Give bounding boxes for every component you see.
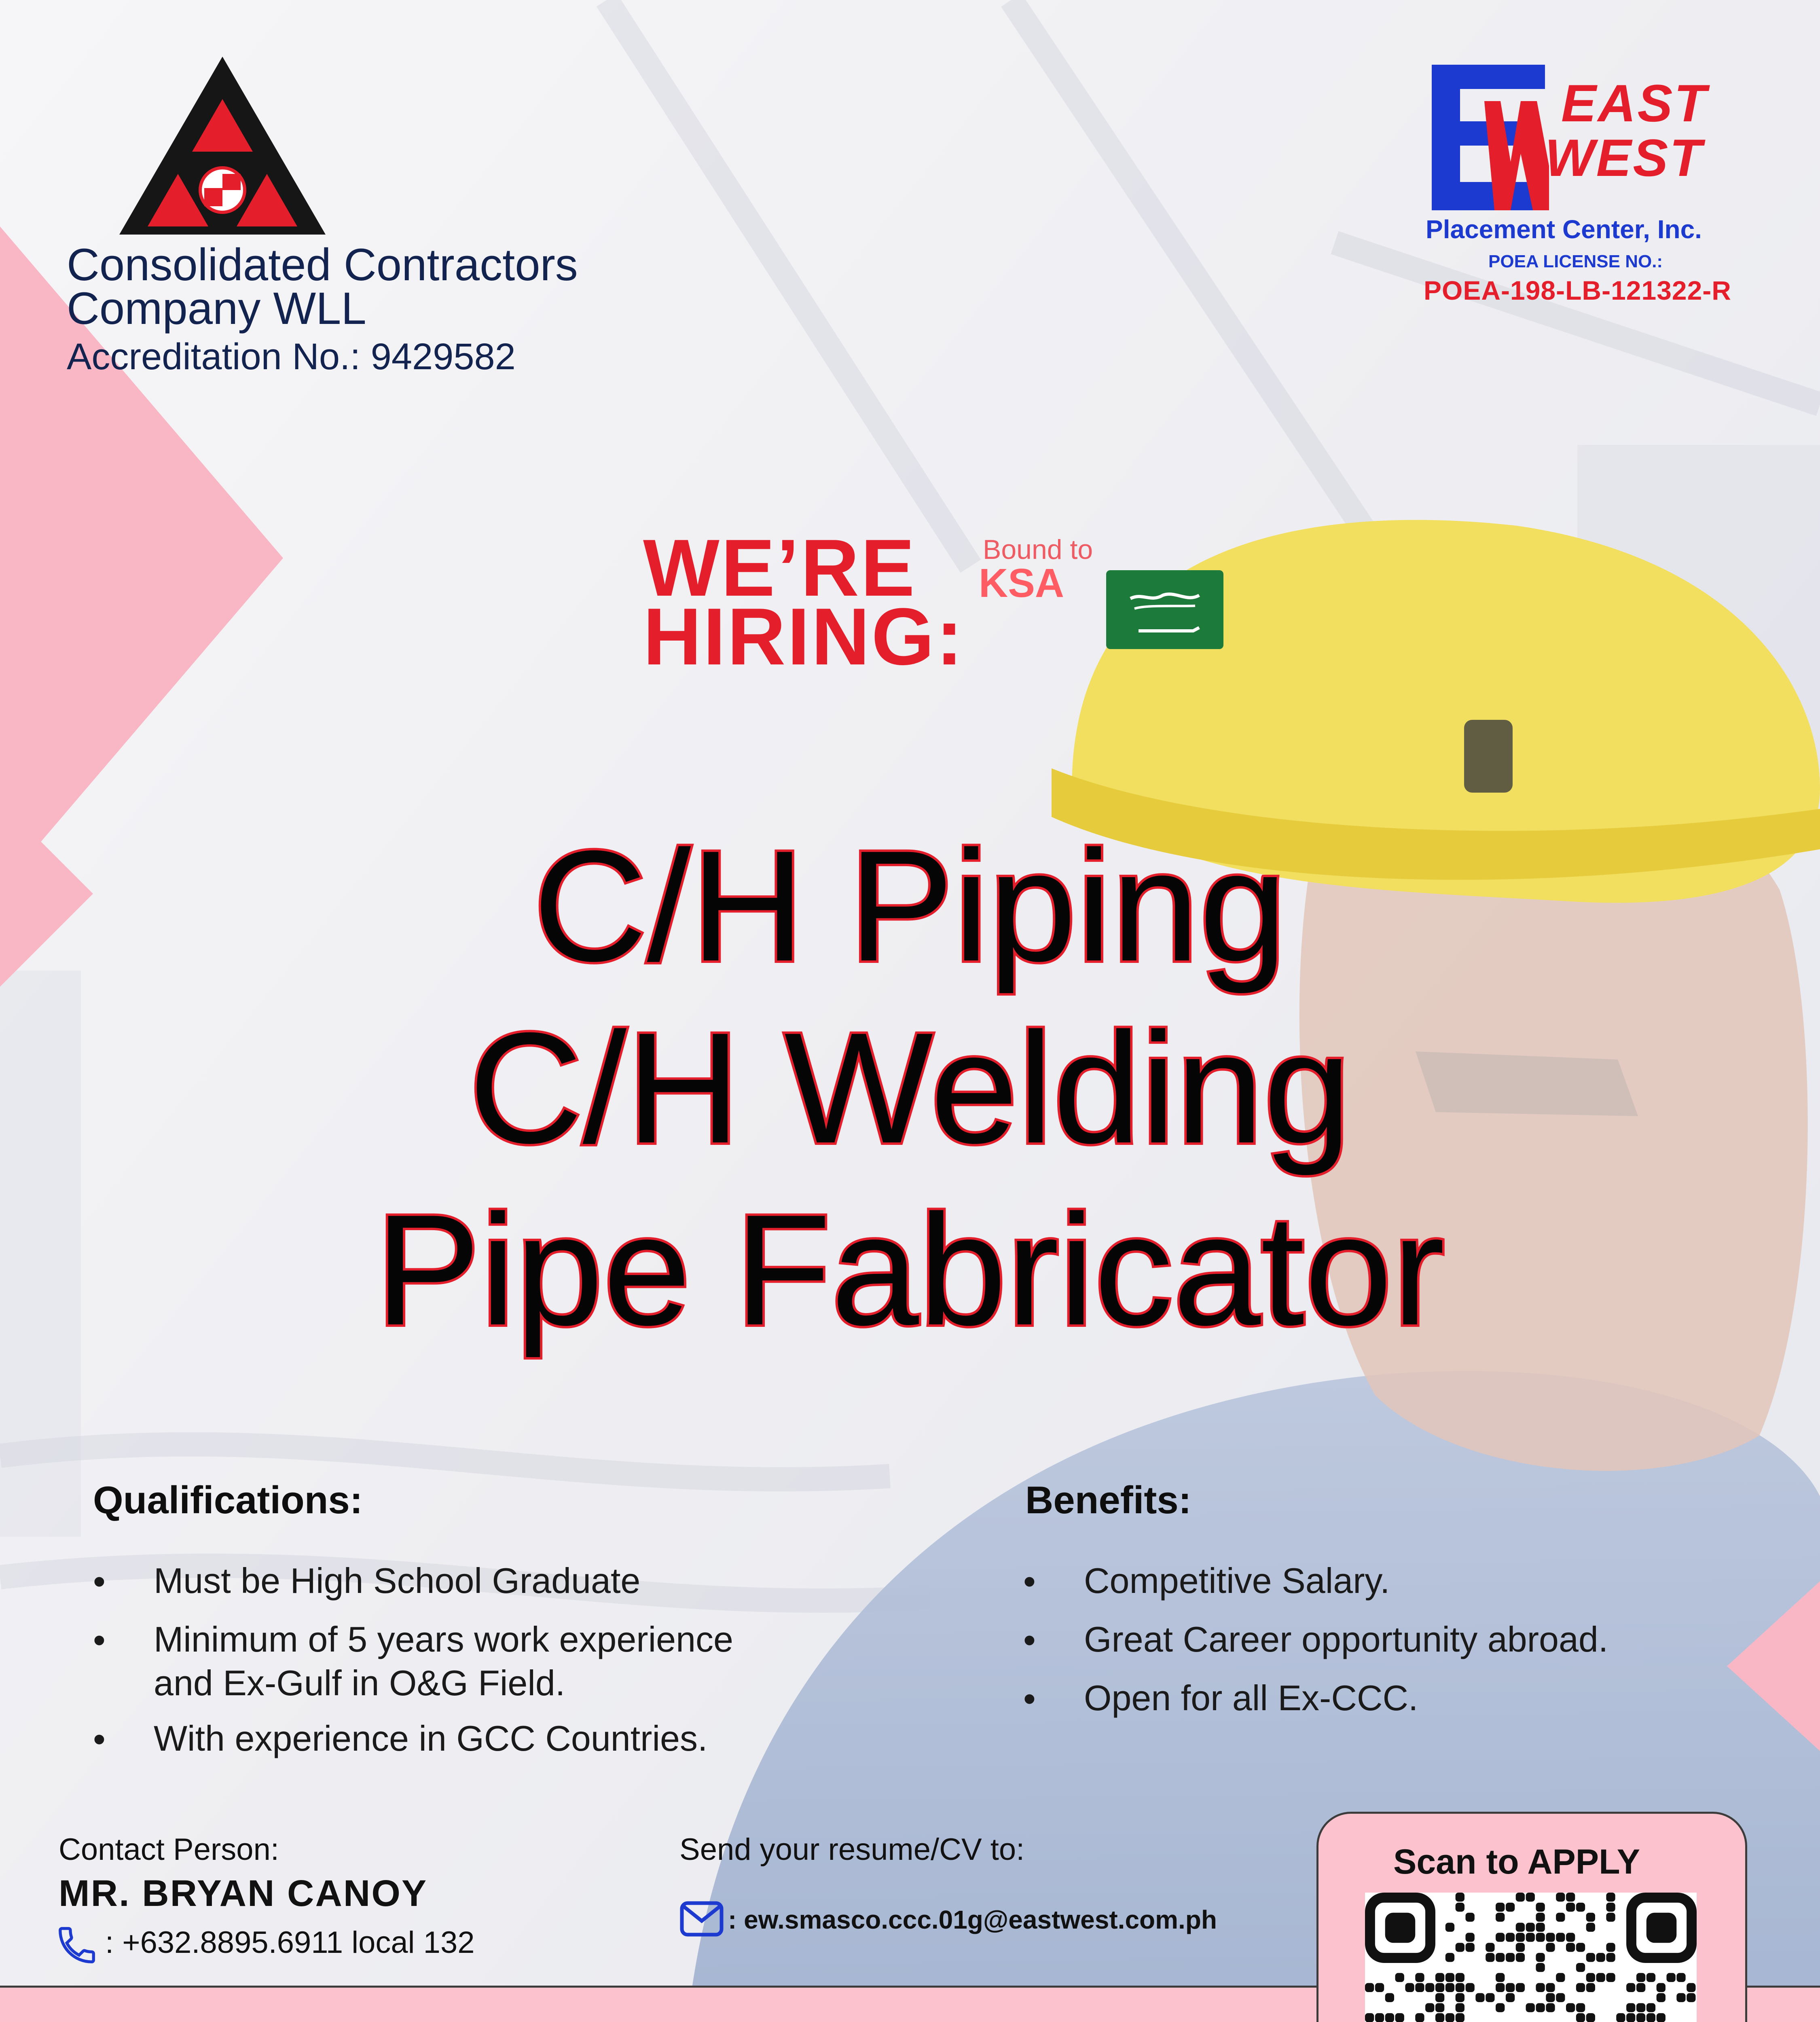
agency-name: Placement Center, Inc. [1426,215,1702,244]
benefit-item: Great Career opportunity abroad. [1084,1619,1608,1659]
benefit-item: Open for all Ex-CCC. [1084,1678,1418,1718]
bullet: • [93,1620,106,1660]
bullet: • [93,1719,106,1759]
job-title-piping: C/H Piping [533,818,1287,994]
phone-icon [55,1923,99,1967]
contact-person-name: MR. BRYAN CANOY [59,1873,428,1914]
send-resume-label: Send your resume/CV to: [679,1832,1025,1867]
bullet: • [1023,1679,1036,1719]
employer-name-line2: Company WLL [67,283,366,334]
saudi-flag-icon [1106,570,1223,649]
qualification-item: Minimum of 5 years work experience [154,1619,733,1659]
contact-email[interactable]: : ew.smasco.ccc.01g@eastwest.com.ph [728,1905,1217,1934]
ew-monogram-icon [1428,61,1549,214]
job-title-welding: C/H Welding [469,1000,1351,1176]
poea-license-number: POEA-198-LB-121322-R [1424,275,1731,305]
qualifications-title: Qualifications: [93,1478,363,1522]
benefit-item: Competitive Salary. [1084,1561,1390,1601]
eastwest-logo [1428,61,1763,214]
bullet: • [93,1561,106,1601]
ew-logo-west: WEST [1545,128,1704,187]
scan-to-apply-label: Scan to APPLY [1393,1842,1640,1881]
ccc-logo [117,53,328,239]
qualification-item: Must be High School Graduate [154,1561,641,1601]
benefits-title: Benefits: [1025,1478,1191,1522]
contact-phone[interactable]: : +632.8895.6911 local 132 [105,1925,475,1960]
qr-code[interactable] [1365,1893,1697,2022]
bound-to-label: Bound to [983,534,1093,565]
destination-ksa: KSA [979,560,1064,606]
poea-license-label: POEA LICENSE NO.: [1488,252,1663,271]
bullet: • [1023,1620,1036,1660]
job-title-pipe-fabricator: Pipe Fabricator [375,1182,1445,1358]
qr-code-icon [1365,1893,1697,2022]
bullet: • [1023,1561,1036,1601]
qualification-item-continued: and Ex-Gulf in O&G Field. [154,1663,565,1703]
mail-icon [679,1901,724,1937]
contact-person-label: Contact Person: [59,1832,279,1867]
ew-logo-east: EAST [1561,74,1708,133]
headline-hiring: HIRING: [643,592,965,682]
accreditation-number: Accreditation No.: 9429582 [67,336,516,377]
employer-name-line1: Consolidated Contractors [67,239,578,290]
qualification-item: With experience in GCC Countries. [154,1718,708,1758]
headline-were: WE’RE [643,523,916,613]
ccc-logo-icon [117,53,328,239]
